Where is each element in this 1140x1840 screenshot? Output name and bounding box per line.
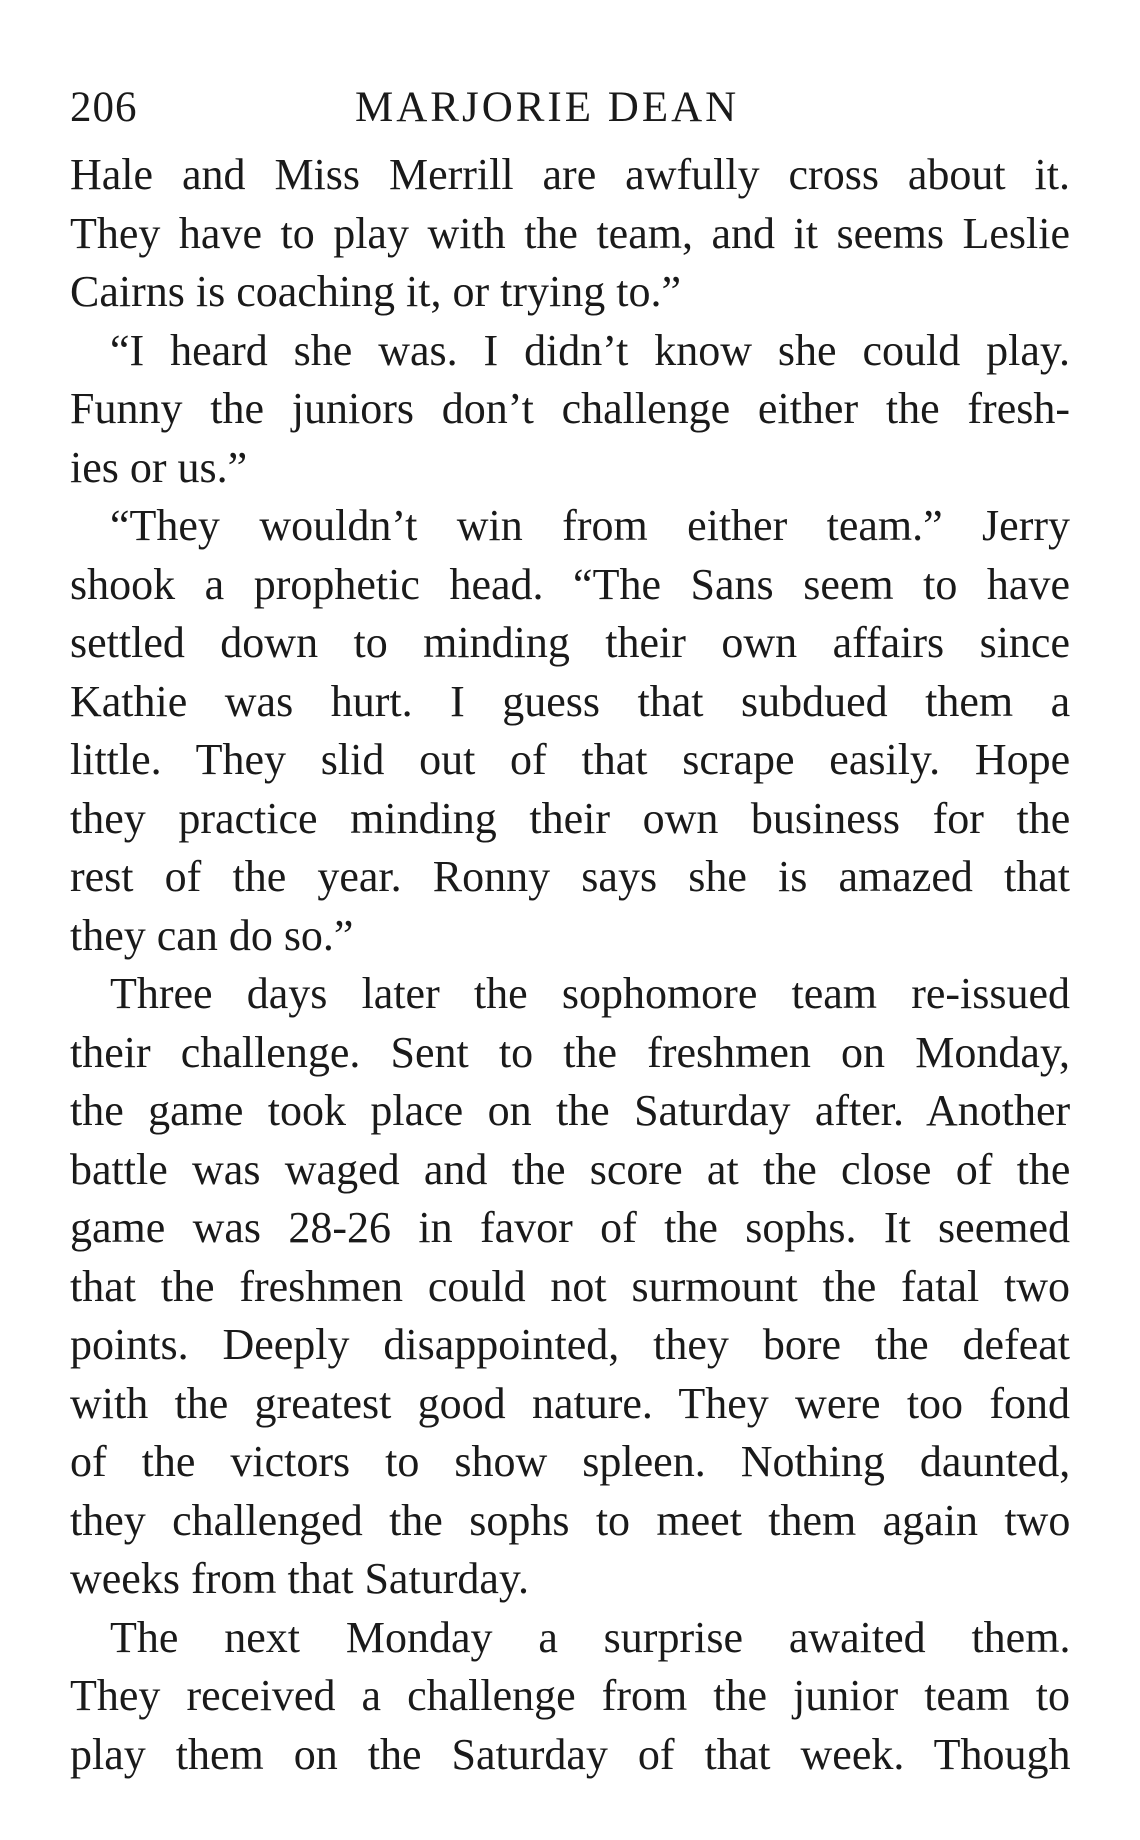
paragraph: [70, 965, 1070, 1609]
text-line: Cairns is coaching it, or trying to.”: [70, 267, 681, 316]
paragraph: [70, 497, 1070, 965]
running-title: MARJORIE DEAN: [355, 84, 740, 131]
text-line: with the greatest good nature. They were too fond: [70, 1378, 1070, 1428]
text-line: they practice minding their own business for the: [70, 793, 1071, 843]
text-line: Funny the juniors don’t challenge either the fresh-: [70, 384, 1070, 433]
text-line: their challenge. Sent to the freshmen on Monday,: [70, 1027, 1070, 1077]
book-page: [70, 78, 1070, 1784]
text-line: points. Deeply disappointed, they bore the defeat: [70, 1320, 1070, 1369]
text-line: weeks from that Saturday.: [70, 1554, 530, 1603]
text-line: Kathie was hurt. I guess that subdued them a: [70, 676, 1071, 726]
text-line: “I heard she was. I didn’t know she could play.: [110, 325, 1071, 375]
text-line: They received a challenge from the junior team to: [70, 1671, 1070, 1720]
text-line: battle was waged and the score at the close of the: [70, 1144, 1071, 1194]
text-line: little. They slid out of that scrape easily. Hope: [70, 735, 1071, 784]
running-head: [70, 78, 1070, 138]
text-line: the game took place on the Saturday after. Another: [70, 1086, 1071, 1135]
text-line: ies or us.”: [70, 442, 248, 492]
paragraph: [70, 1609, 1070, 1785]
text-line: that the freshmen could not surmount the fatal two: [70, 1261, 1070, 1311]
text-line: The next Monday a surprise awaited them.: [110, 1612, 1071, 1662]
text-line: rest of the year. Ronny says she is amazed that: [70, 852, 1070, 901]
text-line: “They wouldn’t win from either team.” Jerry: [110, 501, 1070, 550]
page-number: 206: [70, 84, 138, 131]
text-line: they challenged the sophs to meet them again two: [70, 1495, 1071, 1545]
paragraph: [70, 146, 1070, 322]
text-line: They have to play with the team, and it seems Leslie: [70, 208, 1070, 258]
text-line: of the victors to show spleen. Nothing daunted,: [70, 1437, 1071, 1486]
text-line: they can do so.”: [70, 910, 354, 960]
paragraph: [70, 322, 1070, 498]
body-text: [70, 146, 1070, 1784]
text-line: shook a prophetic head. “The Sans seem to have: [70, 559, 1070, 609]
text-line: play them on the Saturday of that week. Though: [70, 1729, 1071, 1779]
text-line: game was 28-26 in favor of the sophs. It seemed: [70, 1203, 1070, 1252]
text-line: Hale and Miss Merrill are awfully cross about it.: [70, 150, 1070, 199]
text-line: settled down to minding their own affairs since: [70, 618, 1070, 667]
text-line: Three days later the sophomore team re-issued: [110, 969, 1071, 1018]
